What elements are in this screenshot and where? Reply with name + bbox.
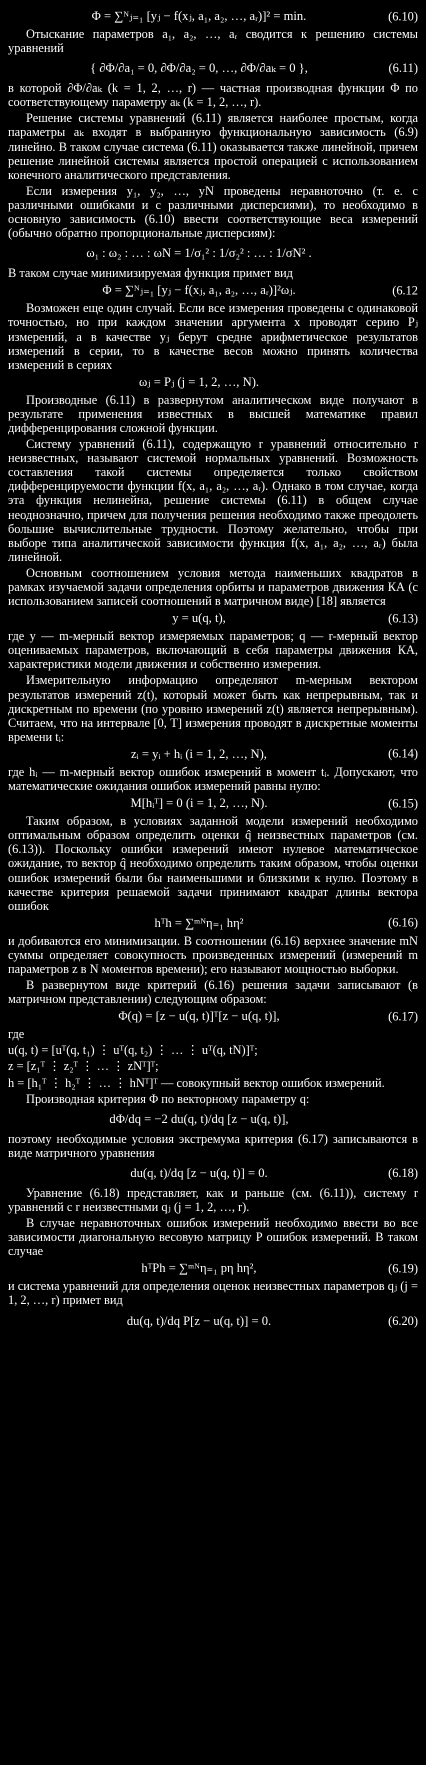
equation bbox=[8, 243, 418, 263]
equation bbox=[8, 916, 418, 931]
equation bbox=[8, 1109, 418, 1129]
equation-body: zᵢ = yᵢ + hᵢ (i = 1, 2, …, N), bbox=[131, 746, 267, 761]
equation-body: hᵀh = ∑ᵐᴺη₌₁ hη² bbox=[154, 915, 244, 930]
equation-body: Φ = ∑ᴺⱼ₌₁ [yⱼ − f(xⱼ, a₁, a₂, …, aᵣ)]²ωⱼ. bbox=[102, 283, 296, 298]
paragraph: Производные (6.11) в развернутом аналитическом виде получают в результате применения известных в высшей математике правил дифференцирования сложной функции. bbox=[8, 392, 418, 435]
paragraph: и система уравнений для определения оценок неизвестных параметров qⱼ (j = 1, 2, …, r) примет вид bbox=[8, 1279, 418, 1308]
equation-number: (6.14) bbox=[388, 746, 418, 761]
paragraph: в которой ∂Φ/∂aₖ (k = 1, 2, …, r) — частная производная функции Φ по соответствующему параметру aₖ (k = 1, 2, …, r). bbox=[8, 81, 418, 110]
equation-number: (6.16) bbox=[388, 915, 418, 930]
equation-body: ω₁ : ω₂ : … : ωN = 1/σ₁² : 1/σ₂² : … : 1/σN² . bbox=[86, 246, 312, 261]
paragraph: Уравнение (6.18) представляет, как и раньше (см. (6.11)), систему r уравнений с r неизвестными qⱼ (j = 1, 2, …, r). bbox=[8, 1185, 418, 1214]
paragraph: Основным соотношением условия метода наименьших квадратов в рамках изучаемой задачи определения орбиты и параметров движения КА (с использованием записей соотношений в матричном виде) [18] является bbox=[8, 565, 418, 609]
paragraph: Если измерения y₁, y₂, …, yN проведены неравноточно (т. е. с различными ошибками и с различными дисперсиями), то необходимо в основную зависимость (6.10) ввести соответствующие веса измерений (обычно обратно пропорциональные дисперсиям): bbox=[8, 183, 418, 241]
paragraph: Решение системы уравнений (6.11) является наиболее простым, когда параметры aₖ входят в выбранную функциональную зависимость (6.9) линейно. В таком случае система (6.11) оказывается также линейной, причем решение линейной системы является простой операцией с использованием конечного аналитического представления. bbox=[8, 111, 418, 182]
paragraph: Производная критерия Φ по векторному параметру q: bbox=[26, 1091, 310, 1106]
paragraph: В случае неравноточных ошибок измерений необходимо ввести во все зависимости диагональную весовую матрицу P ошибок измерений. В таком случае bbox=[8, 1216, 418, 1259]
equation-body: M[hᵢᵀ] = 0 (i = 1, 2, …, N). bbox=[130, 796, 268, 811]
document-text bbox=[8, 9, 418, 1331]
equation-body: dΦ/dq = −2 du(q, t)/dq [z − u(q, t)], bbox=[109, 1111, 289, 1126]
paragraph: где y — m-мерный вектор измеряемых параметров; q — r-мерный вектор оцениваемых параметров, включающий в себя параметры движения КА, характеристики модели движения и собственно измерения. bbox=[8, 629, 418, 672]
equation-body: du(q, t)/dq P[z − u(q, t)] = 0. bbox=[126, 1313, 272, 1328]
equation-number: (6.17) bbox=[388, 1009, 418, 1024]
equation bbox=[8, 1261, 418, 1276]
paragraph: где bbox=[8, 1027, 25, 1042]
paragraph: Таким образом, в условиях заданной модели измерений необходимо оптимальным образом определить оценки q̂ неизвестных параметров (см. (6.13)). Поскольку ошибки измерений имеют нулевое математическое ожидание, то вектор q̂ необходимо определить таким образом, чтобы оценки ошибок измерений были бы наименьшими и близкими к нулю. Поэтому в качестве критерия решаемой задачи принимают квадрат длины вектора ошибок bbox=[8, 814, 418, 913]
equation bbox=[8, 747, 418, 762]
paragraph: и добиваются его минимизации. В соотношении (6.16) верхнее значение mN суммы определяет совокупность произведенных измерений (измерений m параметров z в N моментов времени); его называют мощностью выборки. bbox=[8, 933, 418, 976]
equation bbox=[8, 1163, 418, 1183]
equation bbox=[8, 9, 418, 24]
equation bbox=[8, 1311, 418, 1331]
equation-number: (6.10) bbox=[388, 9, 418, 23]
paragraph: Систему уравнений (6.11), содержащую r уравнений относительно r неизвестных, называют системой нормальных уравнений. Возможность составления такой системы определяется только свойством дифференцируемости функции f(x, a₁, a₂, …, aᵣ). Однако в том случае, когда эта функция нелинейна, решение системы (6.11) в общем случае неоднозначно, причем для получения решения необходимо также преодолеть большие вычислительные трудности. Поэтому желательно, чтобы при выборе типа аналитической зависимости функция f(x, a₁, a₂, …, aᵣ) была линейной. bbox=[8, 437, 418, 564]
equation-body: hᵀPh = ∑ᵐᴺη₌₁ pη hη², bbox=[141, 1261, 257, 1276]
paragraph: u(q, t) = [uᵀ(q, t₁) ⋮ uᵀ(q, t₂) ⋮ … ⋮ uᵀ(q, tN)]ᵀ; bbox=[8, 1043, 258, 1058]
paragraph: Измерительную информацию определяют m-мерным вектором результатов измерений z(t), который может быть как непрерывным, так и дискретным по времени (по уровню измерений z(t) является непрерывным). Считаем, что на интервале [0, T] измерения проводят в дискретные моменты времени tᵢ: bbox=[8, 673, 418, 744]
paragraph: поэтому необходимые условия экстремума критерия (6.17) записываются в виде матричного уравнения bbox=[8, 1131, 418, 1160]
equation bbox=[8, 375, 418, 390]
equation-number: (6.15) bbox=[388, 796, 418, 811]
equation bbox=[8, 283, 418, 298]
equation-body: du(q, t)/dq [z − u(q, t)] = 0. bbox=[130, 1165, 268, 1180]
paragraph: где hᵢ — m-мерный вектор ошибок измерений в момент tᵢ. Допускают, что математические ожидания ошибок измерений равны нулю: bbox=[8, 764, 418, 794]
paragraph: h = [h₁ᵀ ⋮ h₂ᵀ ⋮ … ⋮ hNᵀ]ᵀ — совокупный вектор ошибок измерений. bbox=[8, 1075, 385, 1090]
equation-number: (6.19) bbox=[388, 1261, 418, 1276]
paragraph: z = [z₁ᵀ ⋮ z₂ᵀ ⋮ … ⋮ zNᵀ]ᵀ; bbox=[8, 1059, 159, 1074]
paragraph: Отыскание параметров a₁, a₂, …, aᵣ сводится к решению системы уравнений bbox=[8, 27, 418, 56]
equation-number: (6.18) bbox=[388, 1165, 418, 1180]
equation-body: y = u(q, t), bbox=[172, 611, 226, 626]
equation bbox=[8, 1009, 418, 1024]
equation-number: (6.13) bbox=[388, 611, 418, 626]
equation-body: ωⱼ = Pⱼ (j = 1, 2, …, N). bbox=[138, 374, 260, 389]
equation-body: Φ(q) = [z − u(q, t)]ᵀ[z − u(q, t)], bbox=[118, 1009, 280, 1024]
paragraph: В таком случае минимизируемая функция примет вид bbox=[8, 266, 293, 281]
equation-number: (6.11) bbox=[388, 61, 418, 76]
equation-number: (6.12 bbox=[392, 283, 418, 298]
paragraph: Возможен еще один случай. Если все измерения проведены с одинаковой точностью, но при каждом значении аргумента x проводят серию Pⱼ измерений, а в качестве yⱼ берут средне арифметическое результатов измерений в серии, то в качестве весов можно принять количества измерений в сериях bbox=[8, 301, 418, 372]
equation bbox=[8, 796, 418, 811]
paragraph: В развернутом виде критерий (6.16) решения задачи записывают (в матричном представлении) следующим образом: bbox=[8, 978, 418, 1007]
equation bbox=[8, 58, 418, 78]
equation-body: { ∂Φ/∂a₁ = 0, ∂Φ/∂a₂ = 0, …, ∂Φ/∂aₖ = 0 }, bbox=[90, 61, 308, 76]
equation-body: Φ = ∑ᴺⱼ₌₁ [yⱼ − f(xⱼ, a₁, a₂, …, aᵣ)]² = min. bbox=[91, 9, 307, 23]
equation bbox=[8, 611, 418, 626]
equation-number: (6.20) bbox=[388, 1313, 418, 1328]
